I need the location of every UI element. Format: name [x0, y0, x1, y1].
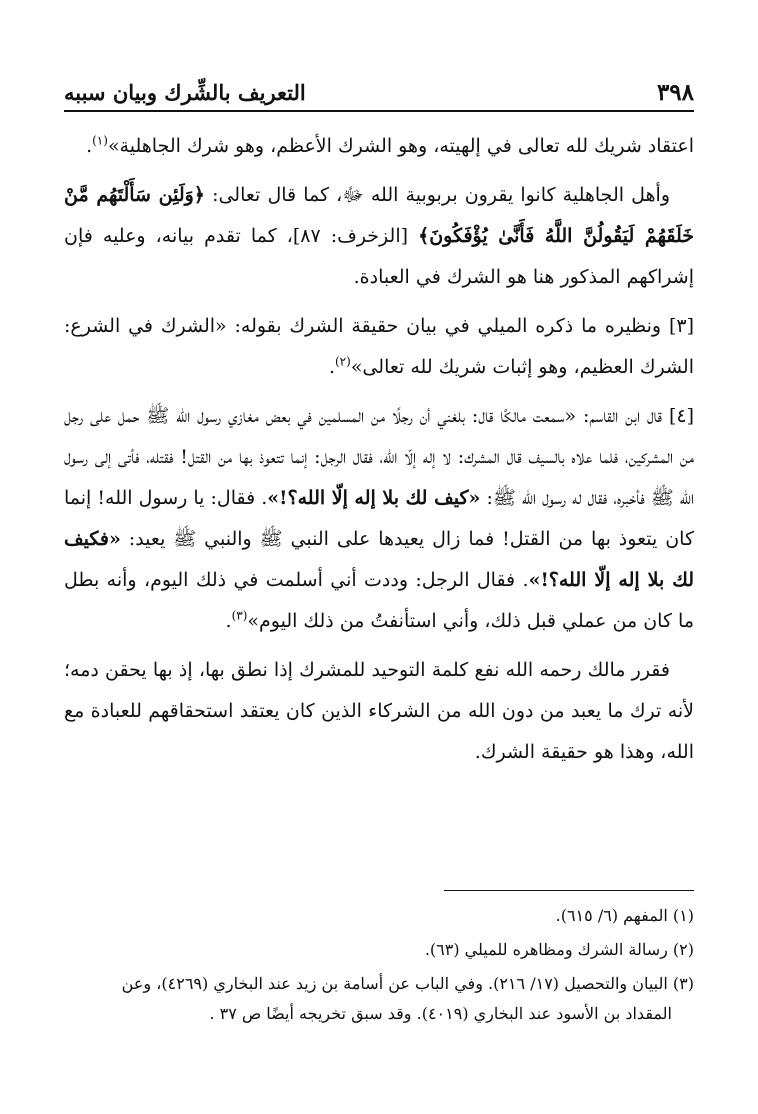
page-header: [64, 74, 694, 112]
footnote-3-continued: المقداد بن الأسود عند البخاري (٤٠١٩). وقد سبق تخريجه أيضًا ص ٣٧ .: [209, 1004, 672, 1023]
paragraph-1: اعتقاد شريك لله تعالى في إلهيته، وهو الشرك الأعظم، وهو شرك الجاهلية»$^{(١)}$.: [86, 133, 694, 157]
paragraph-4: [٤] قال ابن القاسم: «سمعت مالكًا قال: بلغني أن رجلًا من المسلمين في بعض مغازي رسول الله ﷺ حمل على رجل من المشركين، فلما علاه بالسيف قال المشرك: لا إله إلّا الله، فقال الرجل: إنما تتعوذ بها من القتل! فقتله، فأتى إلى رسول الله ﷺ فأخبره، فقال له رسول الله ﷺ: «كيف لك بلا إله إلّا الله؟!». فقال: يا رسول الله! إنما كان يتعوذ بها من القتل! فما زال يعيدها على النبي ﷺ والنبي ﷺ يعيد: «فكيف لك بلا إله إلّا الله؟!». فقال الرجل: وددت أني أسلمت في ذلك اليوم، وأنه بطل ما كان من عملي قبل ذلك، وأني استأنفتُ من ذلك اليوم»$^{(٣)}$.: [64, 405, 694, 632]
running-title: التعريف بالشِّرك وبيان سببه: [64, 79, 306, 105]
footnotes: [64, 902, 694, 1034]
quran-verse: ﴿وَلَئِن سَأَلْتَهُم مَّنْ خَلَقَهُمْ لَيَقُولُنَّ اللَّهُ فَأَنَّىٰ يُؤْفَكُونَ﴾: [64, 184, 694, 247]
paragraph-5: فقرر مالك رحمه الله نفع كلمة التوحيد للمشرك إذا نطق بها، إذ بها يحقن دمه؛ لأنه ترك ما يعبد من دون الله من الشركاء الذين كان يعتقد استحقاقهم للعبادة مع الله، وهذا هو حقيقة الشرك.: [64, 659, 694, 763]
footnote-2: (٢) رسالة الشرك ومظاهره للميلي (٦٣).: [424, 940, 694, 959]
paragraph-3: [٣] ونظيره ما ذكره الميلي في بيان حقيقة الشرك بقوله: «الشرك في الشرع: الشرك العظيم، وهو إثبات شريك لله تعالى»$^{(٢)}$.: [64, 315, 694, 378]
hadith-quote-1: «كيف لك بلا إله إلّا الله؟!»: [267, 487, 481, 509]
footnote-3: (٣) البيان والتحصيل (١٧/ ٢١٦). وفي الباب عن أسامة بن زيد عند البخاري (٤٢٦٩)، وعن: [121, 974, 694, 993]
footnote-divider: [444, 890, 694, 891]
page-number: ٣٩٨: [656, 78, 694, 106]
footnote-ref-3: (٣): [231, 608, 248, 623]
footnote-ref-1: (١): [92, 133, 108, 148]
hadith-quote-2: «فكيف لك بلا إله إلّا الله؟!»: [64, 528, 694, 591]
footnote-1: (١) المفهم (٦/ ٦١٥).: [555, 906, 694, 925]
paragraph-2: وأهل الجاهلية كانوا يقرون بربوبية الله ﷻ، كما قال تعالى: ﴿وَلَئِن سَأَلْتَهُم مَّنْ خَلَقَهُمْ لَيَقُولُنَّ اللَّهُ فَأَنَّىٰ يُؤْفَكُونَ﴾ [الزخرف: ٨٧]، كما تقدم بيانه، وعليه فإن إشراكهم المذكور هنا هو الشرك في العبادة.: [64, 184, 694, 288]
main-text: [64, 126, 694, 781]
footnote-ref-2: (٢): [334, 354, 351, 369]
